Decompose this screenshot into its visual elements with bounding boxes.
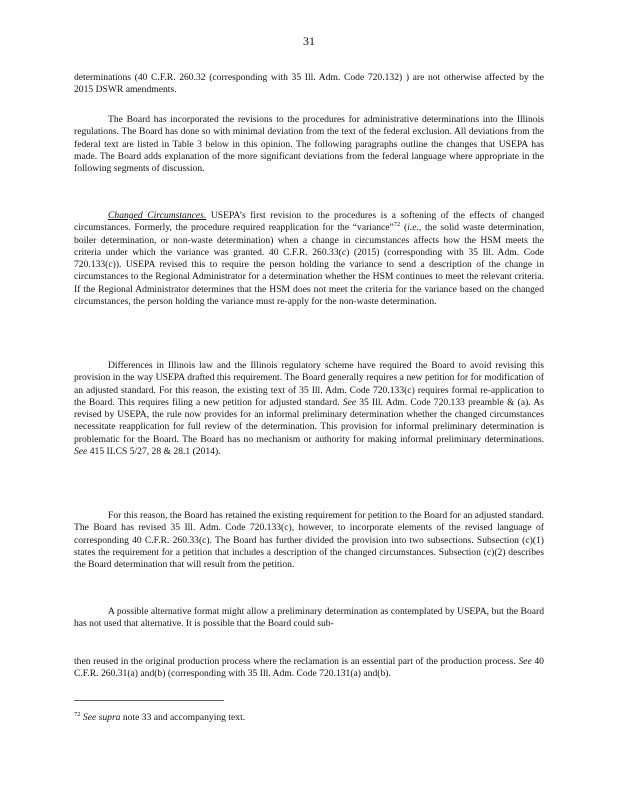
- text-run: See supra: [82, 712, 121, 723]
- footnote-continuation: [74, 656, 544, 681]
- paragraph-text: [74, 606, 544, 631]
- paragraph-6: [74, 606, 544, 631]
- text-run: then reused in the original production process where the reclamation is an essential part of the production process.: [74, 656, 519, 667]
- footnote-continuation-text: [74, 656, 544, 681]
- paragraph-text: [74, 360, 544, 458]
- text-run: See: [342, 396, 357, 408]
- page-number: 31: [303, 34, 315, 48]
- paragraph-2: [74, 114, 544, 175]
- text-run: 35 Ill. Adm. Code 720.133 preamble & (a). As revised by USEPA, the rule now provides for an informal preliminary determination whether the changed circumstances necessitate reapplication for full review of the determination. This provision for informal preliminary determination is problematic for the Board. The Board has no mechanism or authority for making informal preliminary determinations.: [74, 396, 544, 445]
- paragraph-text: [74, 510, 544, 571]
- footnote-separator: [74, 700, 224, 701]
- text-run: A possible alternative format might allow a preliminary determination as contemplated by USEPA, but the Board has not used that alternative. It is possible that the Board could sub-: [74, 606, 544, 630]
- text-run: For this reason, the Board has retained the existing requirement for petition to the Board for an adjusted standard. The Board has revised 35 Ill. Adm. Code 720.133(c), however, to incorporate elements of the revised language of corresponding 40 C.F.R. 260.33(c). The Board has further divided the provision into two subsections. Subsection (c)(1) states the requirement for a petition that includes a description of the changed circumstances. Subsection (c)(2) describes the Board determination that will result from the petition.: [74, 510, 544, 571]
- text-run: 40 C.F.R. 260.31(a) and(b) (corresponding with 35 Ill. Adm. Code 720.131(a) and(b).: [74, 656, 544, 680]
- section-heading: Changed Circumstances.: [108, 210, 207, 221]
- text-run: Differences in Illinois law and the Illinois regulatory scheme have required the Board to avoid revising this provision in the way USEPA drafted this requirement. The Board generally requires a new petition for for modification of an adjusted standard. For this reason, the existing text of 35 Ill. Adm. Code 720.133(c) requires formal re-application to the Board. This requires filing a new petition for adjusted standard.: [74, 360, 544, 408]
- paragraph-5: [74, 510, 544, 571]
- footnote-marker: 72: [74, 710, 81, 718]
- paragraph-1: [74, 72, 544, 97]
- paragraph-4: [74, 360, 544, 458]
- footnote-72: [74, 712, 544, 724]
- text-run: determinations (40 C.F.R. 260.32 (corresponding with 35 Ill. Adm. Code 720.132) ) are not otherwise affected by the 2015 DSWR amendments.: [74, 72, 544, 96]
- text-run: See: [74, 446, 88, 458]
- text-run: 415 ILCS 5/27, 28 & 28.1 (2014).: [87, 446, 221, 458]
- paragraph-text: [74, 210, 544, 308]
- text-run: note 33 and accompanying text.: [120, 712, 246, 723]
- paragraph-text: [74, 72, 544, 97]
- text-run: See: [518, 656, 532, 667]
- footnote-text: [81, 712, 246, 723]
- footnote-ref: 72: [393, 221, 401, 229]
- text-run: (: [400, 222, 408, 234]
- paragraph-text: [74, 114, 544, 175]
- text-run: The Board has incorporated the revisions to the procedures for administrative determinations into the Illinois regulations. The Board has done so with minimal deviation from the text of the federal exclusion. All deviations from the federal text are listed in Table 3 below in this opinion. The following paragraphs outline the changes that USEPA has made. The Board adds explanation of the more significant deviations from the federal language where appropriate in the following segments of discussion.: [74, 114, 544, 175]
- text-run: i.e.: [407, 222, 419, 234]
- text-run: , the solid waste determination, boiler determination, or non-waste determination) when a change in circumstances affects how the HSM meets the criteria under which the variance was granted. 40 C.F.R. 260.33(c) (2015) (corresponding with 35 Ill. Adm. Code 720.133(c)). USEPA revised this to require the person holding the variance to send a description of the change in circumstances to the Regional Administrator for a determination whether the HSM continues to meet the relevant criteria. If the Regional Administrator determines that the HSM does not meet the criteria for the variance based on the changed circumstances, the person holding the variance must re-apply for the non-waste determination.: [74, 222, 544, 308]
- text-run: USEPA’s first revision to the procedures is a softening of the effects of changed circumstances. Formerly, the procedure required reapplication for the “variance”: [74, 210, 545, 234]
- paragraph-3-changed-circumstances: [74, 210, 544, 308]
